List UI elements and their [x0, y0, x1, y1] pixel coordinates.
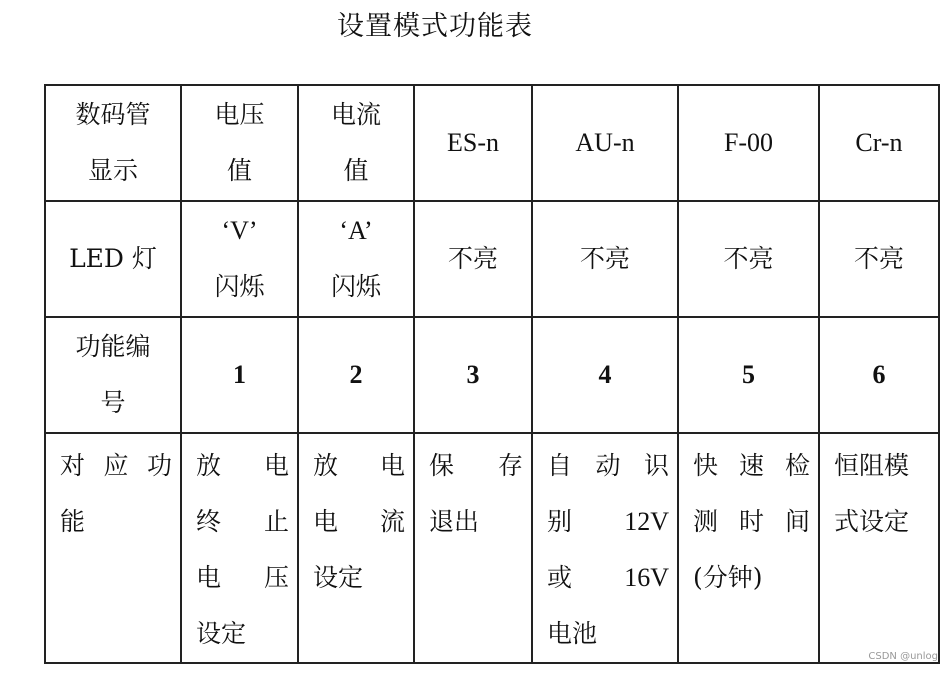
char: 放 — [196, 451, 222, 480]
header-line: 功能编 — [75, 332, 151, 361]
cell-line: 值 — [343, 156, 369, 185]
display-cell — [678, 85, 819, 201]
cell-line — [299, 494, 413, 550]
char: 12V — [624, 507, 669, 536]
function-cell — [298, 433, 414, 663]
header-line: LED 灯 — [69, 244, 157, 273]
char: 检 — [784, 451, 810, 480]
header-line: 显示 — [87, 156, 138, 185]
cell-line: 不亮 — [723, 244, 774, 273]
number-cell — [414, 317, 532, 433]
char: 能 — [60, 507, 86, 536]
table-title: 设置模式功能表 — [337, 11, 533, 42]
char: 放 — [313, 451, 339, 480]
display-cell — [819, 85, 939, 201]
cell-line: F-00 — [723, 128, 774, 157]
char: 速 — [738, 451, 764, 480]
row-header-number — [45, 317, 181, 433]
cell-line — [299, 438, 413, 494]
cell-line: 电压 — [214, 100, 265, 129]
char: 电 — [379, 451, 405, 480]
char: 时 — [738, 507, 764, 536]
header-line: 号 — [100, 388, 126, 417]
setting-mode-function-table — [44, 84, 940, 664]
header-line — [46, 438, 180, 494]
char: 电 — [313, 507, 339, 536]
char: 式设定 — [834, 507, 910, 536]
cell-line — [415, 494, 531, 550]
cell-line: ES-n — [447, 128, 499, 157]
cell-line: 5 — [742, 360, 755, 389]
cell-line: AU-n — [575, 128, 635, 157]
cell-line — [820, 494, 938, 550]
cell-line: 值 — [226, 156, 252, 185]
cell-line: 3 — [466, 360, 480, 389]
table-row — [45, 317, 939, 433]
char: 对 — [60, 451, 86, 480]
char: 压 — [263, 563, 289, 592]
cell-line: 不亮 — [853, 244, 904, 273]
char: 测 — [693, 507, 719, 536]
char: 电池 — [547, 619, 598, 648]
cell-line: 4 — [598, 360, 612, 389]
cell-line — [182, 438, 297, 494]
table-row — [45, 201, 939, 317]
cell-line — [679, 438, 818, 494]
char: 应 — [103, 451, 129, 480]
number-cell — [678, 317, 819, 433]
cell-line: 闪烁 — [214, 272, 265, 301]
char: 止 — [263, 507, 289, 536]
row-header-led — [45, 201, 181, 317]
number-cell — [532, 317, 678, 433]
char: 16V — [624, 563, 669, 592]
cell-line — [820, 438, 938, 494]
cell-line — [533, 438, 677, 494]
cell-line — [533, 550, 677, 606]
cell-line — [182, 550, 297, 606]
row-header-display — [45, 85, 181, 201]
char: 设定 — [196, 619, 247, 648]
char: 电 — [196, 563, 222, 592]
char: 电 — [263, 451, 289, 480]
char: 退出 — [429, 507, 480, 536]
function-cell — [678, 433, 819, 663]
display-cell — [414, 85, 532, 201]
char: 终 — [196, 507, 222, 536]
number-cell — [819, 317, 939, 433]
led-cell — [819, 201, 939, 317]
cell-line: 不亮 — [579, 244, 630, 273]
char: 间 — [784, 507, 810, 536]
char: 功 — [146, 451, 172, 480]
function-cell — [181, 433, 298, 663]
number-cell — [181, 317, 298, 433]
cell-line — [299, 550, 413, 606]
char: 恒阻模 — [834, 451, 910, 480]
char: 快 — [693, 451, 719, 480]
function-cell — [532, 433, 678, 663]
cell-line — [679, 550, 818, 606]
watermark: CSDN @unlog — [868, 651, 938, 662]
cell-line: ‘V’ — [221, 216, 258, 245]
char: 识 — [643, 451, 669, 480]
cell-line — [182, 494, 297, 550]
char: 流 — [379, 507, 405, 536]
function-cell — [414, 433, 532, 663]
cell-line — [182, 606, 297, 662]
char: 设定 — [313, 563, 364, 592]
number-cell — [298, 317, 414, 433]
char: 或 — [547, 563, 573, 592]
function-cell — [819, 433, 939, 663]
header-line — [46, 494, 180, 550]
cell-line — [415, 438, 531, 494]
cell-line: 1 — [233, 360, 246, 389]
led-cell — [678, 201, 819, 317]
cell-line: 2 — [349, 360, 363, 389]
table-row — [45, 433, 939, 663]
row-header-function — [45, 433, 181, 663]
led-cell — [298, 201, 414, 317]
cell-line — [533, 606, 677, 662]
char: 自 — [547, 451, 573, 480]
header-line: 数码管 — [75, 100, 151, 129]
char: 保 — [429, 451, 455, 480]
display-cell — [181, 85, 298, 201]
char: 存 — [497, 451, 523, 480]
char: 动 — [595, 451, 621, 480]
cell-line — [679, 494, 818, 550]
led-cell — [414, 201, 532, 317]
char: 别 — [547, 507, 573, 536]
char: (分钟) — [693, 563, 763, 592]
cell-line: ‘A’ — [339, 216, 373, 245]
cell-line — [533, 494, 677, 550]
display-cell — [298, 85, 414, 201]
led-cell — [181, 201, 298, 317]
display-cell — [532, 85, 678, 201]
cell-line: 闪烁 — [330, 272, 381, 301]
cell-line: 6 — [872, 360, 886, 389]
cell-line: 不亮 — [447, 244, 498, 273]
led-cell — [532, 201, 678, 317]
cell-line: 电流 — [330, 100, 381, 129]
cell-line: Cr-n — [855, 128, 903, 157]
table-row — [45, 85, 939, 201]
